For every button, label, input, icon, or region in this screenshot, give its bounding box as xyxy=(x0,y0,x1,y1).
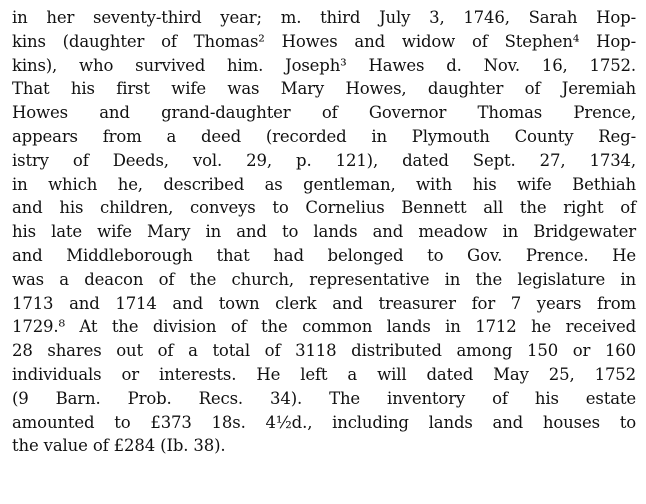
text-line: (9 Barn. Prob. Recs. 34). The inventory of his estate xyxy=(12,388,636,408)
text-line: 1713 and 1714 and town clerk and treasurer for 7 years from xyxy=(12,293,636,313)
text-line: his late wife Mary in and to lands and meadow in Bridgewater xyxy=(12,222,636,242)
text-line-last: the value of £284 (Ib. 38). xyxy=(12,436,226,456)
text-line: appears from a deed (recorded in Plymouth County Reg- xyxy=(12,126,636,146)
text-line: individuals or interests. He left a will dated May 25, 1752 xyxy=(12,364,636,384)
text-line: 28 shares out of a total of 3118 distributed among 150 or 160 xyxy=(12,341,636,361)
text-line: in her seventy-third year; m. third July 3, 1746, Sarah Hop- xyxy=(12,8,636,27)
body-paragraph xyxy=(12,6,636,458)
text-line: amounted to £373 18s. 4½d., including lands and houses to xyxy=(12,412,636,432)
text-line: Howes and grand-daughter of Governor Thomas Prence, xyxy=(12,103,636,123)
text-line: and his children, conveys to Cornelius Bennett all the right of xyxy=(12,198,636,218)
text-line: kins (daughter of Thomas² Howes and widow of Stephen⁴ Hop- xyxy=(12,31,636,51)
text-line: 1729.⁸ At the division of the common lands in 1712 he received xyxy=(12,317,636,337)
text-line: That his first wife was Mary Howes, daughter of Jeremiah xyxy=(12,79,636,99)
text-line: was a deacon of the church, representative in the legislature in xyxy=(12,269,636,289)
text-line: in which he, described as gentleman, with his wife Bethiah xyxy=(12,174,636,194)
text-line: kins), who survived him. Joseph³ Hawes d. Nov. 16, 1752. xyxy=(12,55,636,75)
text-line: and Middleborough that had belonged to Gov. Prence. He xyxy=(12,245,636,265)
text-line: istry of Deeds, vol. 29, p. 121), dated Sept. 27, 1734, xyxy=(12,150,636,170)
